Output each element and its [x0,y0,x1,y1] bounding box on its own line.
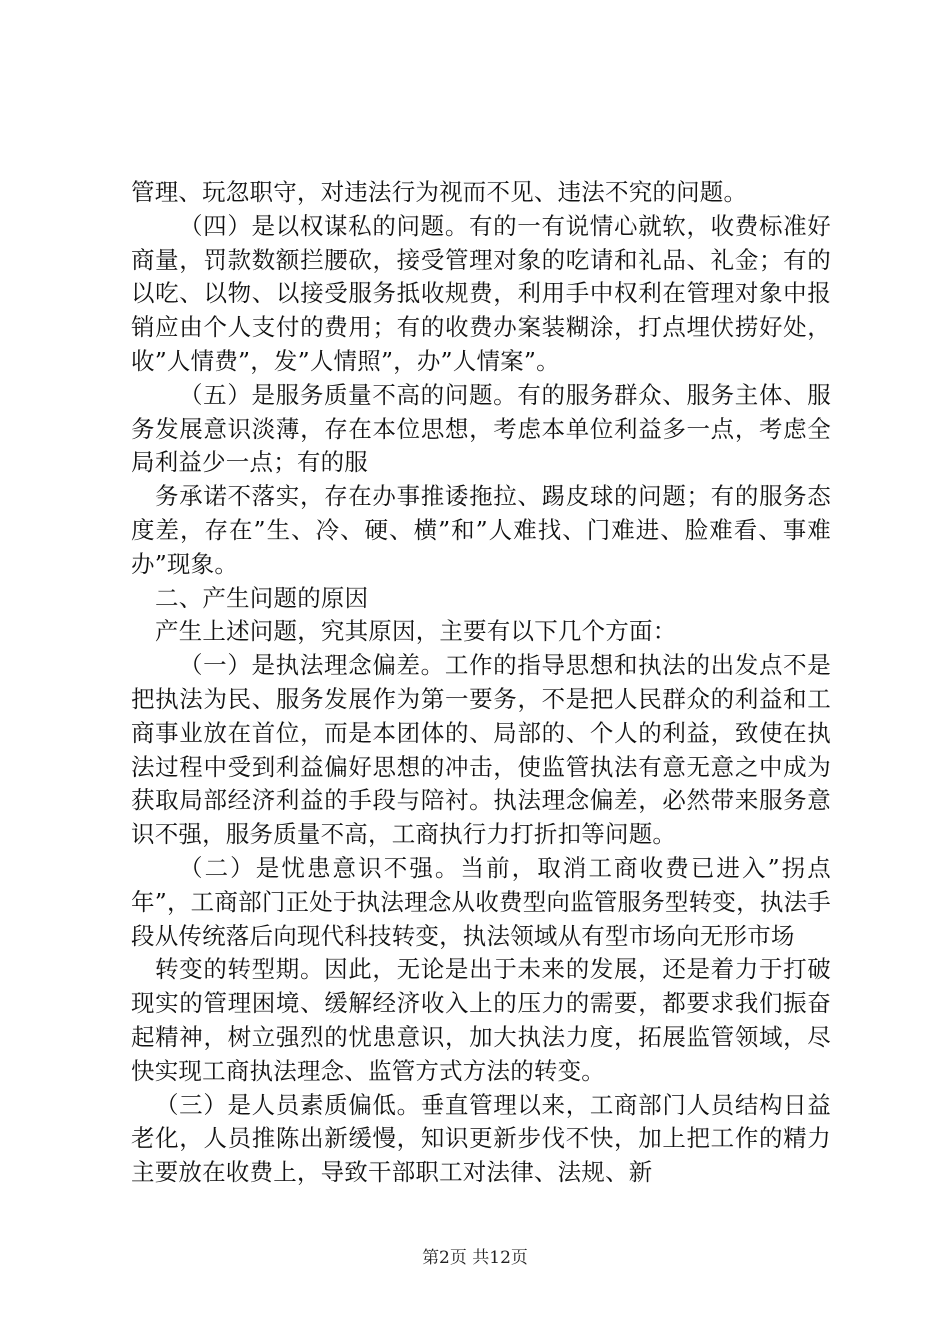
paragraph-causes-intro: 产生上述问题，究其原因，主要有以下几个方面： [155,617,677,646]
paragraph-cause-3: （三）是人员素质偏低。垂直管理以来，工商部门人员结构日益老化，人员推陈出新缓慢，知识更新步伐不快，加上把工作的精力主要放在收费上，导致干部职工对法律、法规、新 [131,1090,831,1187]
paragraph-item-4: （四）是以权谋私的问题。有的一有说情心就软，收费标准好商量，罚款数额拦腰砍，接受管理对象的吃请和礼品、礼金；有的以吃、以物、以接受服务抵收规费，利用手中权利在管理对象中报销应由个人支付的费用；有的收费办案装糊涂，打点埋伏捞好处，收”人情费”，发”人情照”，办”人情案”。 [131,211,831,375]
paragraph-continuation: 管理、玩忽职守，对违法行为视而不见、违法不究的问题。 [131,178,748,206]
section-heading-causes: 二、产生问题的原因 [155,583,369,612]
paragraph-cause-2-continued: 转变的转型期。因此，无论是出于未来的发展，还是着力于打破现实的管理困境、缓解经济收入上的压力的需要，都要求我们振奋起精神，树立强烈的忧患意识，加大执法力度，拓展监管领域，尽快实现工商执法理念、监管方式方法的转变。 [131,955,831,1085]
paragraph-item-5: （五）是服务质量不高的问题。有的服务群众、服务主体、服务发展意识淡薄，存在本位思想，考虑本单位利益多一点，考虑全局利益少一点；有的服 [131,380,831,477]
document-body [131,176,831,1190]
paragraph-cause-2: （二）是忧患意识不强。当前，取消工商收费已进入”拐点年”，工商部门正处于执法理念从收费型向监管服务型转变，执法手段从传统落后向现代科技转变，执法领域从有型市场向无形市场 [131,853,831,950]
paragraph-item-5-continued: 务承诺不落实，存在办事推诿拖拉、踢皮球的问题；有的服务态度差，存在”生、冷、硬、横”和”人难找、门难进、脸难看、事难办”现象。 [131,482,831,578]
page-number-footer: 第2页 共12页 [422,1248,528,1268]
paragraph-cause-1: （一）是执法理念偏差。工作的指导思想和执法的出发点不是把执法为民、服务发展作为第一要务，不是把人民群众的利益和工商事业放在首位，而是本团体的、局部的、个人的利益，致使在执法过程中受到利益偏好思想的冲击，使监管执法有意无意之中成为获取局部经济利益的手段与陪衬。执法理念偏差，必然带来服务意识不强，服务质量不高，工商执行力打折扣等问题。 [131,651,831,849]
